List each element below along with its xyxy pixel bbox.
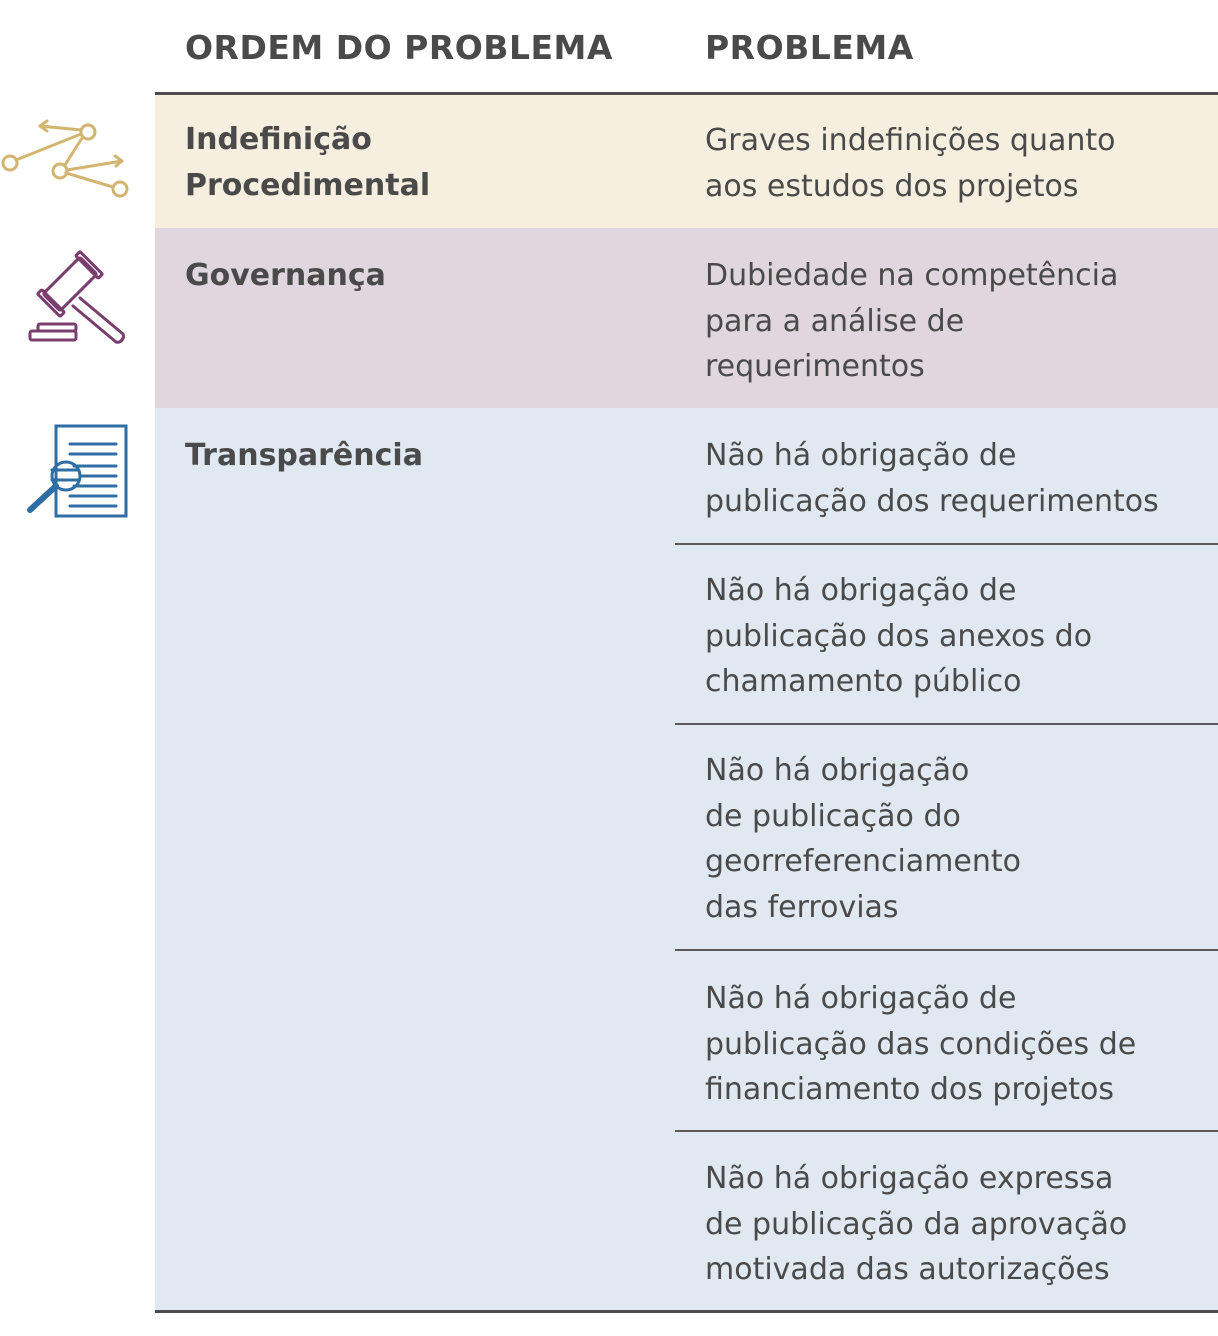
group-label: Transparência <box>185 438 423 473</box>
gavel-icon <box>24 246 134 348</box>
problem-item: Não há obrigação de publicação dos requerimentos <box>705 438 1159 519</box>
problem-item: Não há obrigação de publicação do georreferenciamento das ferrovias <box>705 753 1021 925</box>
problem-item: Graves indefinições quanto aos estudos dos projetos <box>705 123 1116 204</box>
group-governanca <box>155 228 1218 408</box>
problem-item: Dubiedade na competência para a análise de requerimentos <box>705 258 1119 384</box>
problem-item: Não há obrigação de publicação das condições de financiamento dos projetos <box>705 981 1137 1107</box>
group-transparencia <box>155 408 1218 1310</box>
row-divider <box>675 723 1218 725</box>
network-arrows-icon <box>0 118 132 206</box>
group-label: Indefinição Procedimental <box>185 122 431 203</box>
bottom-rule <box>155 1310 1218 1313</box>
group-indefinicao-procedimental <box>155 95 1218 228</box>
problem-item: Não há obrigação de publicação dos anexos do chamamento público <box>705 573 1093 699</box>
group-label: Governança <box>185 258 386 293</box>
problem-item: Não há obrigação expressa de publicação da aprovação motivada das autorizações <box>705 1161 1128 1287</box>
table-header <box>155 0 1218 92</box>
row-divider <box>675 1130 1218 1132</box>
column-header-problem: PROBLEMA <box>705 28 914 67</box>
row-divider <box>675 543 1218 545</box>
row-divider <box>675 949 1218 951</box>
document-magnifier-icon <box>22 422 132 526</box>
column-header-order: ORDEM DO PROBLEMA <box>185 28 613 67</box>
